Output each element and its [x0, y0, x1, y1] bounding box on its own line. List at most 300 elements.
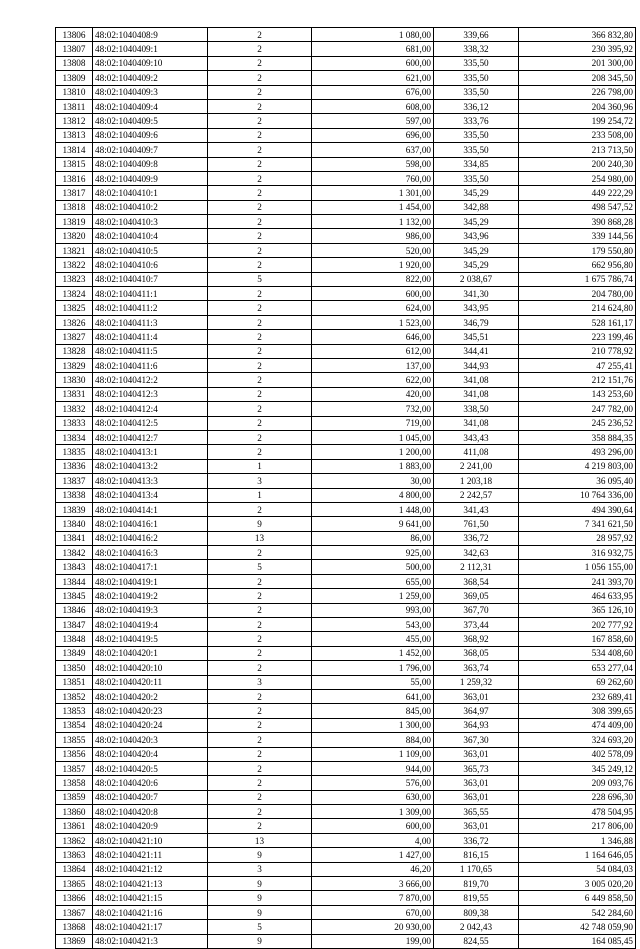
unit-value-cell: 336,12 [434, 99, 519, 113]
category-cell: 1 [208, 488, 312, 502]
total-value-cell: 204 780,00 [519, 287, 636, 301]
total-value-cell: 208 345,50 [519, 71, 636, 85]
cadastral-number-cell: 48:02:1040420:9 [93, 819, 208, 833]
unit-value-cell: 2 038,67 [434, 272, 519, 286]
row-index-cell: 13859 [56, 790, 93, 804]
table-row [56, 603, 636, 617]
category-cell: 2 [208, 56, 312, 70]
total-value-cell: 493 296,00 [519, 445, 636, 459]
unit-value-cell: 335,50 [434, 171, 519, 185]
row-index-cell: 13806 [56, 28, 93, 42]
total-value-cell: 209 093,76 [519, 776, 636, 790]
category-cell: 2 [208, 689, 312, 703]
row-index-cell: 13868 [56, 920, 93, 934]
total-value-cell: 228 696,30 [519, 790, 636, 804]
category-cell: 2 [208, 387, 312, 401]
row-index-cell: 13835 [56, 445, 93, 459]
area-cell: 576,00 [312, 776, 434, 790]
total-value-cell: 10 764 336,00 [519, 488, 636, 502]
area-cell: 520,00 [312, 243, 434, 257]
table-row [56, 574, 636, 588]
table-row [56, 905, 636, 919]
unit-value-cell: 364,93 [434, 718, 519, 732]
unit-value-cell: 368,54 [434, 574, 519, 588]
total-value-cell: 42 748 059,90 [519, 920, 636, 934]
area-cell: 676,00 [312, 85, 434, 99]
category-cell: 2 [208, 373, 312, 387]
total-value-cell: 201 300,00 [519, 56, 636, 70]
cadastral-number-cell: 48:02:1040419:4 [93, 618, 208, 632]
table-row [56, 531, 636, 545]
area-cell: 3 666,00 [312, 877, 434, 891]
cadastral-number-cell: 48:02:1040420:2 [93, 689, 208, 703]
category-cell: 2 [208, 330, 312, 344]
unit-value-cell: 345,29 [434, 186, 519, 200]
total-value-cell: 143 253,60 [519, 387, 636, 401]
table-row [56, 833, 636, 847]
row-index-cell: 13817 [56, 186, 93, 200]
category-cell: 2 [208, 143, 312, 157]
table-row [56, 733, 636, 747]
area-cell: 455,00 [312, 632, 434, 646]
row-index-cell: 13852 [56, 689, 93, 703]
table-row [56, 488, 636, 502]
unit-value-cell: 368,92 [434, 632, 519, 646]
total-value-cell: 232 689,41 [519, 689, 636, 703]
row-index-cell: 13867 [56, 905, 93, 919]
row-index-cell: 13849 [56, 646, 93, 660]
table-row [56, 632, 636, 646]
category-cell: 2 [208, 733, 312, 747]
total-value-cell: 474 409,00 [519, 718, 636, 732]
category-cell: 2 [208, 603, 312, 617]
total-value-cell: 223 199,46 [519, 330, 636, 344]
unit-value-cell: 342,63 [434, 546, 519, 560]
cadastral-number-cell: 48:02:1040421:3 [93, 934, 208, 948]
unit-value-cell: 338,32 [434, 42, 519, 56]
table-row [56, 445, 636, 459]
total-value-cell: 241 393,70 [519, 574, 636, 588]
row-index-cell: 13827 [56, 330, 93, 344]
table-row [56, 459, 636, 473]
total-value-cell: 653 277,04 [519, 661, 636, 675]
total-value-cell: 662 956,80 [519, 258, 636, 272]
total-value-cell: 390 868,28 [519, 215, 636, 229]
unit-value-cell: 2 042,43 [434, 920, 519, 934]
area-cell: 622,00 [312, 373, 434, 387]
unit-value-cell: 364,97 [434, 704, 519, 718]
area-cell: 630,00 [312, 790, 434, 804]
table-row [56, 42, 636, 56]
unit-value-cell: 341,08 [434, 416, 519, 430]
category-cell: 5 [208, 272, 312, 286]
unit-value-cell: 343,96 [434, 229, 519, 243]
unit-value-cell: 816,15 [434, 848, 519, 862]
row-index-cell: 13818 [56, 200, 93, 214]
row-index-cell: 13816 [56, 171, 93, 185]
table-row [56, 560, 636, 574]
row-index-cell: 13810 [56, 85, 93, 99]
row-index-cell: 13811 [56, 99, 93, 113]
row-index-cell: 13823 [56, 272, 93, 286]
table-row [56, 848, 636, 862]
row-index-cell: 13850 [56, 661, 93, 675]
table-row [56, 474, 636, 488]
category-cell: 2 [208, 747, 312, 761]
total-value-cell: 210 778,92 [519, 344, 636, 358]
cadastral-number-cell: 48:02:1040408:9 [93, 28, 208, 42]
category-cell: 2 [208, 243, 312, 257]
total-value-cell: 402 578,09 [519, 747, 636, 761]
cadastral-number-cell: 48:02:1040410:1 [93, 186, 208, 200]
total-value-cell: 528 161,17 [519, 315, 636, 329]
table-row [56, 920, 636, 934]
unit-value-cell: 343,95 [434, 301, 519, 315]
total-value-cell: 36 095,40 [519, 474, 636, 488]
cadastral-number-cell: 48:02:1040421:16 [93, 905, 208, 919]
unit-value-cell: 1 203,18 [434, 474, 519, 488]
area-cell: 624,00 [312, 301, 434, 315]
cadastral-number-cell: 48:02:1040413:3 [93, 474, 208, 488]
cadastral-number-cell: 48:02:1040412:5 [93, 416, 208, 430]
table-row [56, 661, 636, 675]
total-value-cell: 365 126,10 [519, 603, 636, 617]
category-cell: 2 [208, 632, 312, 646]
cadastral-number-cell: 48:02:1040420:5 [93, 761, 208, 775]
row-index-cell: 13843 [56, 560, 93, 574]
area-cell: 137,00 [312, 358, 434, 372]
total-value-cell: 164 085,45 [519, 934, 636, 948]
category-cell: 9 [208, 848, 312, 862]
unit-value-cell: 336,72 [434, 833, 519, 847]
unit-value-cell: 819,70 [434, 877, 519, 891]
unit-value-cell: 1 259,32 [434, 675, 519, 689]
area-cell: 1 132,00 [312, 215, 434, 229]
row-index-cell: 13844 [56, 574, 93, 588]
unit-value-cell: 343,43 [434, 430, 519, 444]
area-cell: 993,00 [312, 603, 434, 617]
cadastral-number-cell: 48:02:1040410:7 [93, 272, 208, 286]
category-cell: 2 [208, 502, 312, 516]
cadastral-number-cell: 48:02:1040421:15 [93, 891, 208, 905]
row-index-cell: 13853 [56, 704, 93, 718]
row-index-cell: 13821 [56, 243, 93, 257]
area-cell: 7 870,00 [312, 891, 434, 905]
row-index-cell: 13862 [56, 833, 93, 847]
unit-value-cell: 363,01 [434, 689, 519, 703]
table-row [56, 358, 636, 372]
table-row [56, 805, 636, 819]
unit-value-cell: 345,51 [434, 330, 519, 344]
table-row [56, 99, 636, 113]
unit-value-cell: 367,30 [434, 733, 519, 747]
category-cell: 2 [208, 358, 312, 372]
total-value-cell: 217 806,00 [519, 819, 636, 833]
row-index-cell: 13869 [56, 934, 93, 948]
total-value-cell: 199 254,72 [519, 114, 636, 128]
row-index-cell: 13842 [56, 546, 93, 560]
cadastral-number-cell: 48:02:1040413:2 [93, 459, 208, 473]
category-cell: 2 [208, 416, 312, 430]
total-value-cell: 6 449 858,50 [519, 891, 636, 905]
row-index-cell: 13851 [56, 675, 93, 689]
table-row [56, 689, 636, 703]
row-index-cell: 13840 [56, 517, 93, 531]
unit-value-cell: 344,93 [434, 358, 519, 372]
cadastral-number-cell: 48:02:1040420:23 [93, 704, 208, 718]
row-index-cell: 13866 [56, 891, 93, 905]
total-value-cell: 316 932,75 [519, 546, 636, 560]
unit-value-cell: 336,72 [434, 531, 519, 545]
area-cell: 199,00 [312, 934, 434, 948]
category-cell: 3 [208, 675, 312, 689]
unit-value-cell: 338,50 [434, 402, 519, 416]
unit-value-cell: 824,55 [434, 934, 519, 948]
category-cell: 2 [208, 171, 312, 185]
category-cell: 1 [208, 459, 312, 473]
total-value-cell: 204 360,96 [519, 99, 636, 113]
row-index-cell: 13824 [56, 287, 93, 301]
area-cell: 1 109,00 [312, 747, 434, 761]
total-value-cell: 179 550,80 [519, 243, 636, 257]
cadastral-number-cell: 48:02:1040409:5 [93, 114, 208, 128]
table-row [56, 373, 636, 387]
category-cell: 2 [208, 128, 312, 142]
cadastral-number-cell: 48:02:1040411:2 [93, 301, 208, 315]
unit-value-cell: 373,44 [434, 618, 519, 632]
category-cell: 2 [208, 344, 312, 358]
category-cell: 2 [208, 402, 312, 416]
cadastral-number-cell: 48:02:1040409:1 [93, 42, 208, 56]
table-row [56, 891, 636, 905]
table-row [56, 157, 636, 171]
table-row [56, 517, 636, 531]
row-index-cell: 13829 [56, 358, 93, 372]
unit-value-cell: 335,50 [434, 143, 519, 157]
cadastral-number-cell: 48:02:1040420:10 [93, 661, 208, 675]
category-cell: 2 [208, 430, 312, 444]
table-row [56, 171, 636, 185]
total-value-cell: 478 504,95 [519, 805, 636, 819]
table-row [56, 387, 636, 401]
category-cell: 2 [208, 28, 312, 42]
row-index-cell: 13856 [56, 747, 93, 761]
total-value-cell: 1 675 786,74 [519, 272, 636, 286]
area-cell: 637,00 [312, 143, 434, 157]
total-value-cell: 230 395,92 [519, 42, 636, 56]
area-cell: 944,00 [312, 761, 434, 775]
area-cell: 655,00 [312, 574, 434, 588]
area-cell: 55,00 [312, 675, 434, 689]
category-cell: 2 [208, 546, 312, 560]
row-index-cell: 13836 [56, 459, 93, 473]
area-cell: 1 448,00 [312, 502, 434, 516]
total-value-cell: 464 633,95 [519, 589, 636, 603]
cadastral-number-cell: 48:02:1040419:2 [93, 589, 208, 603]
row-index-cell: 13832 [56, 402, 93, 416]
cadastral-number-cell: 48:02:1040417:1 [93, 560, 208, 574]
table-row [56, 330, 636, 344]
category-cell: 2 [208, 574, 312, 588]
row-index-cell: 13848 [56, 632, 93, 646]
category-cell: 2 [208, 646, 312, 660]
table-row [56, 243, 636, 257]
total-value-cell: 498 547,52 [519, 200, 636, 214]
total-value-cell: 7 341 621,50 [519, 517, 636, 531]
row-index-cell: 13838 [56, 488, 93, 502]
area-cell: 670,00 [312, 905, 434, 919]
category-cell: 2 [208, 99, 312, 113]
unit-value-cell: 363,01 [434, 747, 519, 761]
row-index-cell: 13834 [56, 430, 93, 444]
category-cell: 2 [208, 186, 312, 200]
cadastral-number-cell: 48:02:1040412:7 [93, 430, 208, 444]
table-row [56, 315, 636, 329]
cadastral-number-cell: 48:02:1040410:2 [93, 200, 208, 214]
category-cell: 9 [208, 905, 312, 919]
table-row [56, 718, 636, 732]
unit-value-cell: 341,08 [434, 373, 519, 387]
unit-value-cell: 363,01 [434, 819, 519, 833]
table-row [56, 143, 636, 157]
cadastral-value-table [55, 27, 636, 949]
area-cell: 1 523,00 [312, 315, 434, 329]
unit-value-cell: 819,55 [434, 891, 519, 905]
category-cell: 2 [208, 258, 312, 272]
table-row [56, 85, 636, 99]
category-cell: 2 [208, 805, 312, 819]
total-value-cell: 245 236,52 [519, 416, 636, 430]
area-cell: 612,00 [312, 344, 434, 358]
row-index-cell: 13861 [56, 819, 93, 833]
table-row [56, 747, 636, 761]
table-row [56, 546, 636, 560]
cadastral-number-cell: 48:02:1040411:3 [93, 315, 208, 329]
area-cell: 1 080,00 [312, 28, 434, 42]
area-cell: 822,00 [312, 272, 434, 286]
total-value-cell: 366 832,80 [519, 28, 636, 42]
area-cell: 1 259,00 [312, 589, 434, 603]
row-index-cell: 13815 [56, 157, 93, 171]
row-index-cell: 13833 [56, 416, 93, 430]
category-cell: 9 [208, 517, 312, 531]
unit-value-cell: 2 242,57 [434, 488, 519, 502]
area-cell: 1 452,00 [312, 646, 434, 660]
cadastral-number-cell: 48:02:1040421:10 [93, 833, 208, 847]
total-value-cell: 69 262,60 [519, 675, 636, 689]
table-row [56, 272, 636, 286]
row-index-cell: 13830 [56, 373, 93, 387]
row-index-cell: 13812 [56, 114, 93, 128]
table-row [56, 819, 636, 833]
unit-value-cell: 335,50 [434, 85, 519, 99]
area-cell: 845,00 [312, 704, 434, 718]
table-row [56, 704, 636, 718]
area-cell: 30,00 [312, 474, 434, 488]
unit-value-cell: 345,29 [434, 243, 519, 257]
area-cell: 1 301,00 [312, 186, 434, 200]
table-row [56, 301, 636, 315]
cadastral-number-cell: 48:02:1040419:3 [93, 603, 208, 617]
table-row [56, 934, 636, 948]
area-cell: 1 920,00 [312, 258, 434, 272]
cadastral-number-cell: 48:02:1040420:3 [93, 733, 208, 747]
cadastral-number-cell: 48:02:1040409:3 [93, 85, 208, 99]
area-cell: 600,00 [312, 56, 434, 70]
row-index-cell: 13847 [56, 618, 93, 632]
cadastral-number-cell: 48:02:1040409:7 [93, 143, 208, 157]
category-cell: 2 [208, 157, 312, 171]
cadastral-number-cell: 48:02:1040409:8 [93, 157, 208, 171]
area-cell: 86,00 [312, 531, 434, 545]
cadastral-number-cell: 48:02:1040410:3 [93, 215, 208, 229]
cadastral-number-cell: 48:02:1040420:4 [93, 747, 208, 761]
area-cell: 4 800,00 [312, 488, 434, 502]
area-cell: 608,00 [312, 99, 434, 113]
category-cell: 2 [208, 704, 312, 718]
category-cell: 2 [208, 618, 312, 632]
table-row [56, 618, 636, 632]
category-cell: 2 [208, 776, 312, 790]
total-value-cell: 308 399,65 [519, 704, 636, 718]
row-index-cell: 13813 [56, 128, 93, 142]
unit-value-cell: 335,50 [434, 56, 519, 70]
area-cell: 681,00 [312, 42, 434, 56]
cadastral-number-cell: 48:02:1040409:9 [93, 171, 208, 185]
total-value-cell: 202 777,92 [519, 618, 636, 632]
table-row [56, 114, 636, 128]
table-row [56, 71, 636, 85]
row-index-cell: 13831 [56, 387, 93, 401]
table-row [56, 215, 636, 229]
total-value-cell: 254 980,00 [519, 171, 636, 185]
row-index-cell: 13828 [56, 344, 93, 358]
area-cell: 1 427,00 [312, 848, 434, 862]
total-value-cell: 449 222,29 [519, 186, 636, 200]
total-value-cell: 1 056 155,00 [519, 560, 636, 574]
category-cell: 2 [208, 445, 312, 459]
area-cell: 500,00 [312, 560, 434, 574]
cadastral-number-cell: 48:02:1040412:4 [93, 402, 208, 416]
table-row [56, 402, 636, 416]
total-value-cell: 247 782,00 [519, 402, 636, 416]
category-cell: 2 [208, 71, 312, 85]
category-cell: 2 [208, 661, 312, 675]
unit-value-cell: 346,79 [434, 315, 519, 329]
area-cell: 4,00 [312, 833, 434, 847]
area-cell: 20 930,00 [312, 920, 434, 934]
unit-value-cell: 341,30 [434, 287, 519, 301]
unit-value-cell: 345,29 [434, 215, 519, 229]
row-index-cell: 13846 [56, 603, 93, 617]
unit-value-cell: 341,43 [434, 502, 519, 516]
area-cell: 598,00 [312, 157, 434, 171]
unit-value-cell: 809,38 [434, 905, 519, 919]
category-cell: 2 [208, 790, 312, 804]
category-cell: 2 [208, 819, 312, 833]
table-row [56, 646, 636, 660]
cadastral-number-cell: 48:02:1040410:6 [93, 258, 208, 272]
row-index-cell: 13809 [56, 71, 93, 85]
cadastral-number-cell: 48:02:1040416:2 [93, 531, 208, 545]
row-index-cell: 13825 [56, 301, 93, 315]
area-cell: 621,00 [312, 71, 434, 85]
table-row [56, 186, 636, 200]
category-cell: 9 [208, 891, 312, 905]
total-value-cell: 212 151,76 [519, 373, 636, 387]
table-row [56, 200, 636, 214]
cadastral-number-cell: 48:02:1040412:2 [93, 373, 208, 387]
